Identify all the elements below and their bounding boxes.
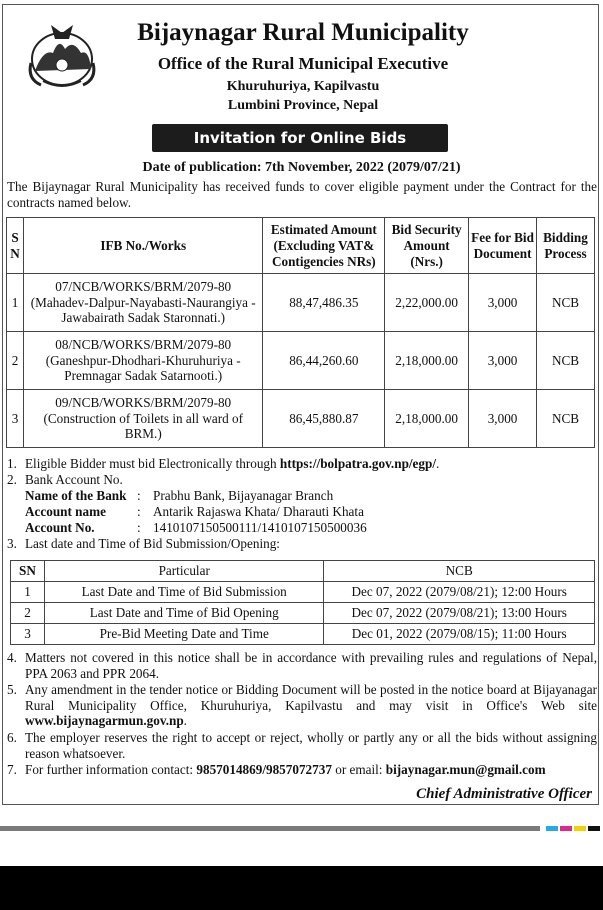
row-process: NCB <box>537 390 595 448</box>
header-estimated-amount: Estimated Amount (Excluding VAT& Contigencies NRs) <box>263 218 385 274</box>
row-security: 2,18,000.00 <box>385 390 469 448</box>
row-sn: 1 <box>7 274 24 332</box>
row-sn: 2 <box>7 332 24 390</box>
row-amount: 88,47,486.35 <box>263 274 385 332</box>
row-fee: 3,000 <box>469 274 537 332</box>
table-row <box>7 274 595 332</box>
table-row: 3 Pre-Bid Meeting Date and Time Dec 01, 2022 (2079/08/15); 11:00 Hours <box>11 624 595 645</box>
nepal-emblem-logo <box>23 19 101 89</box>
row-process: NCB <box>537 274 595 332</box>
publication-date: Date of publication: 7th November, 2022 (2079/07/21) <box>142 160 461 175</box>
divider-rule <box>0 826 540 831</box>
header-ncb: NCB <box>324 561 595 582</box>
table-row: 2 Last Date and Time of Bid Opening Dec 07, 2022 (2079/08/21); 13:00 Hours <box>11 603 595 624</box>
contact-email[interactable]: bijaynagar.mun@gmail.com <box>385 762 546 777</box>
row-security: 2,18,000.00 <box>385 332 469 390</box>
table-row: 1 Last Date and Time of Bid Submission Dec 07, 2022 (2079/08/21); 12:00 Hours <box>11 582 595 603</box>
row-amount: 86,45,880.87 <box>263 390 385 448</box>
invitation-banner: Invitation for Online Bids <box>152 124 448 152</box>
row-fee: 3,000 <box>469 390 537 448</box>
row-ifb: 07/NCB/WORKS/BRM/2079-80 (Mahadev-Dalpur-Nayabasti-Naurangiya -Jawabairath Sadak Staronnati.) <box>23 274 263 332</box>
header-particular: Particular <box>44 561 323 582</box>
works-table <box>6 217 595 448</box>
row-amount: 86,44,260.60 <box>263 332 385 390</box>
cyan-swatch <box>546 826 558 831</box>
header-sn: SN <box>11 561 45 582</box>
address-line-1: Khuruhuriya, Kapilvastu <box>226 79 380 94</box>
yellow-swatch <box>574 826 586 831</box>
header-ifb: IFB No./Works <box>23 218 263 274</box>
table-row <box>7 390 595 448</box>
header-bidding-process: Bidding Process <box>537 218 595 274</box>
address-line-2: Lumbini Province, Nepal <box>227 98 379 113</box>
municipality-title: Bijaynagar Rural Municipality <box>137 19 469 46</box>
row-ifb: 09/NCB/WORKS/BRM/2079-80 (Construction of Toilets in all ward of BRM.) <box>23 390 263 448</box>
website-link[interactable]: www.bijaynagarmun.gov.np <box>25 713 184 728</box>
magenta-swatch <box>560 826 572 831</box>
bolpatra-link[interactable]: https://bolpatra.gov.np/egp/ <box>279 456 437 471</box>
header-sn: S N <box>7 218 24 274</box>
header-fee: Fee for Bid Document <box>469 218 537 274</box>
row-security: 2,22,000.00 <box>385 274 469 332</box>
office-name: Office of the Rural Municipal Executive <box>157 54 449 73</box>
row-fee: 3,000 <box>469 332 537 390</box>
row-process: NCB <box>537 332 595 390</box>
header-bid-security: Bid Security Amount (Nrs.) <box>385 218 469 274</box>
notice-frame: Bijaynagar Rural Municipality Office of the Rural Municipal Executive Khuruhuriya, Kapilvastu Lumbini Province, Nepal Invitation for Online Bids Date of publication: 7th November, 2022 (2079/07/21) The Bijaynagar Rural Municipality has received funds to cover eligible payment under the Contract for the contracts named below. S N IFB No./Works Estimated Amount (Excluding VAT& Contigencies NRs) Bid Security Amount (Nrs.) Fee for Bid Document Bidding Process 1 07/NCB/WORKS/BRM/2079-80 (Mahadev-Dalpur-Nayabasti-Naurangiya -Jawabairath Sadak Staronnati.) 88,47,486.35 2,22,000.00 3,000 NCB 2 08/NCB/WORKS/BRM/2079-80 (Ganeshpur-Dhodhari-Khuruhuriya -Premnagar Sadak Satarnooti.) 86,44,260.60 2,18,000.00 3,000 NCB 3 09/NCB/WORKS/BRM/2079-80 (Construction of Toilets in all ward of BRM.) 86,45,880.87 2,18,000.00 3,000 NCB 1. Eligible Bidder must bid Electronically through https://bolpatra.gov.np/egp/. 2. Bank Account No. Name of the Bank : Prabhu Bank, Bijayanagar Branch Account name : Antarik Rajaswa Khata/ Dharauti Khata Account No. : 1410107150500111/1410107150500036 3. Last date and Time of Bid Submission/Opening: SN Particular NCB 1 Last Date and Time of Bid Submission Dec 07, 2022 (2079/08/21); 12:00 Hours 2 Last Date and Time of Bid Opening Dec 07, 2022 (2079/08/21); 13:00 Hours 3 Pre-Bid Meeting Date and Time Dec 01, 2022 (2079/08/15); 11:00 Hours 4. Matters not covered in this notice shall be in accordance with prevailing rules and regulations of Nepal, PPA 2063 and PPR 2064. 5. Any amendment in the tender notice or Bidding Document will be posted in the notice board at Bijayanagar Rural Municipality Office, Khuruhuriya, Kapilvastu and may visit in Office's Web site www.bijaynagarmun.gov.np. 6. The employer reserves the right to accept or reject, wholly or partly any or all the bids without assigning reason whatsoever. 7. For further information contact: 9857014869/9857072737 or email: bijaynagar.mun@gmail.com Chief Administrative Officer <box>2 4 599 805</box>
bottom-black-bar <box>0 866 603 910</box>
intro-paragraph: The Bijaynagar Rural Municipality has received funds to cover eligible payment under the Contract for the contracts named below. <box>7 179 597 210</box>
contact-phone: 9857014869/9857072737 <box>196 762 332 777</box>
row-sn: 3 <box>7 390 24 448</box>
black-swatch <box>588 826 600 831</box>
table-row <box>7 332 595 390</box>
row-ifb: 08/NCB/WORKS/BRM/2079-80 (Ganeshpur-Dhodhari-Khuruhuriya -Premnagar Sadak Satarnooti.) <box>23 332 263 390</box>
dates-table <box>10 560 595 645</box>
signature-title: Chief Administrative Officer <box>416 786 592 802</box>
